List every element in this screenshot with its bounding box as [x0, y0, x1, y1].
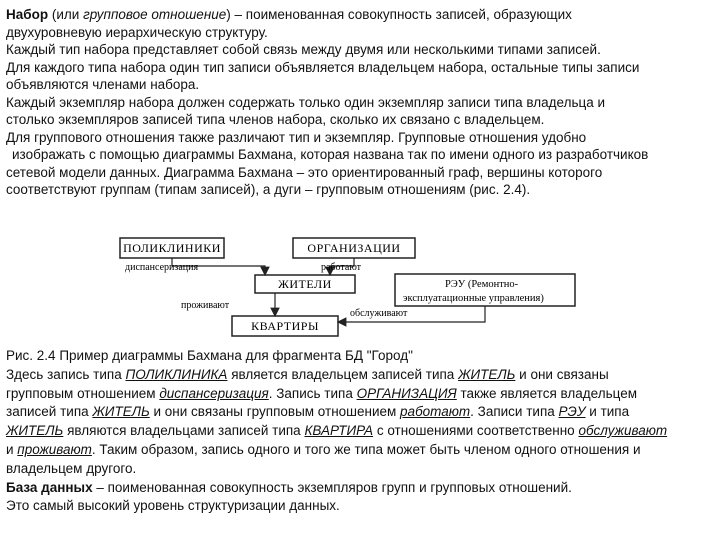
label-reu-line2: эксплуатационные управления) — [403, 293, 544, 304]
label-organizations: ОРГАНИЗАЦИИ — [307, 241, 401, 255]
paragraph-line: Каждый экземпляр набора должен содержать только один экземпляр записи типа владельца и — [6, 94, 606, 110]
ref-live: проживают — [17, 441, 92, 457]
text-span: . Запись типа — [268, 385, 357, 401]
label-reu-line1: РЭУ (Ремонтно- — [445, 279, 519, 290]
paragraph-line: сетевой модели данных. Диаграмма Бахмана – это ориентированный граф, вершины которого — [6, 164, 603, 180]
label-live: проживают — [181, 300, 230, 311]
text-span: ) – поименованная совокупность записей, образующих — [226, 7, 572, 22]
text-span: (или — [48, 7, 84, 22]
paragraph-line: двухуровневую иерархическую структуру. — [6, 24, 268, 40]
text-span: и типа — [585, 404, 630, 420]
ref-resident: ЖИТЕЛЬ — [6, 423, 64, 439]
ref-work: работают — [400, 404, 471, 420]
text-span: – поименованная совокупность экземпляров групп и групповых отношений. — [92, 479, 572, 495]
text-span: является владельцем записей типа — [227, 366, 459, 382]
paragraph-line — [6, 422, 714, 441]
paragraph-line: объявляются членами набора. — [6, 77, 200, 92]
text-span: также является владельцем — [456, 385, 637, 401]
ref-resident: ЖИТЕЛЬ — [458, 366, 516, 382]
paragraph-line — [6, 479, 714, 498]
paragraph-line — [6, 403, 714, 422]
term-database: База данных — [6, 479, 93, 495]
paragraph-line: изображать с помощью диаграммы Бахмана, которая названа так по имени одного из разработчиков — [12, 147, 649, 162]
ref-organization: ОРГАНИЗАЦИЯ — [356, 385, 457, 401]
ref-dispensary: диспансеризация — [159, 385, 269, 401]
paragraph-line: столько экземпляров записей типа членов набора, сколько их связано с владельцем. — [6, 112, 545, 127]
bachman-diagram — [115, 234, 715, 344]
term-group-relation: групповое отношение — [83, 7, 227, 22]
ref-serve: обслуживают — [578, 423, 668, 439]
ref-reu: РЭУ — [558, 404, 586, 420]
text-span: записей типа — [6, 404, 93, 420]
paragraph-line: Для каждого типа набора один тип записи объявляется владельцем набора, остальные типы записи — [6, 59, 640, 75]
ref-apartment: КВАРТИРА — [304, 423, 374, 439]
label-dispensary: диспансеризация — [125, 262, 199, 273]
lower-text — [6, 347, 714, 516]
figure-caption: Рис. 2.4 Пример диаграммы Бахмана для фрагмента БД "Город" — [6, 348, 413, 363]
label-polyclinics: ПОЛИКЛИНИКИ — [123, 241, 221, 255]
paragraph-line — [6, 6, 714, 24]
text-span: . Записи типа — [470, 404, 559, 420]
text-span: с отношениями соответственно — [373, 423, 579, 439]
paragraph-line — [6, 385, 714, 404]
text-span: являются владельцами записей типа — [63, 423, 305, 439]
label-works: работают — [321, 262, 362, 273]
paragraph-line: Это самый высокий уровень структуризации данных. — [6, 498, 340, 514]
paragraph-line: Каждый тип набора представляет собой связь между двумя или несколькими типами записей. — [6, 42, 601, 57]
text-span: . Таким образом, запись одного и того же типа может быть членом одного отношения и — [91, 441, 641, 457]
label-apartments: КВАРТИРЫ — [251, 319, 319, 333]
paragraph-line: соответствуют группам (типам записей), а дуги – групповым отношениям (рис. 2.4). — [6, 182, 531, 197]
text-span: и они связаны групповым отношением — [149, 404, 401, 420]
text-span: групповым отношением — [6, 385, 160, 401]
ref-resident: ЖИТЕЛЬ — [92, 404, 150, 420]
term-set: Набор — [6, 7, 49, 22]
paragraph-line: владельцем другого. — [6, 460, 137, 476]
text-span: Здесь запись типа — [6, 366, 126, 382]
paragraph-line: Для группового отношения также различают тип и экземпляр. Групповые отношения удобно — [6, 129, 587, 145]
label-serve: обслуживают — [350, 308, 408, 319]
ref-polyclinic: ПОЛИКЛИНИКА — [125, 366, 228, 382]
paragraph-line — [6, 366, 714, 385]
intro-text — [6, 6, 714, 199]
label-residents: ЖИТЕЛИ — [278, 277, 332, 291]
paragraph-line — [6, 441, 714, 460]
text-span: и они связаны — [515, 366, 609, 382]
text-span: и — [6, 441, 18, 457]
